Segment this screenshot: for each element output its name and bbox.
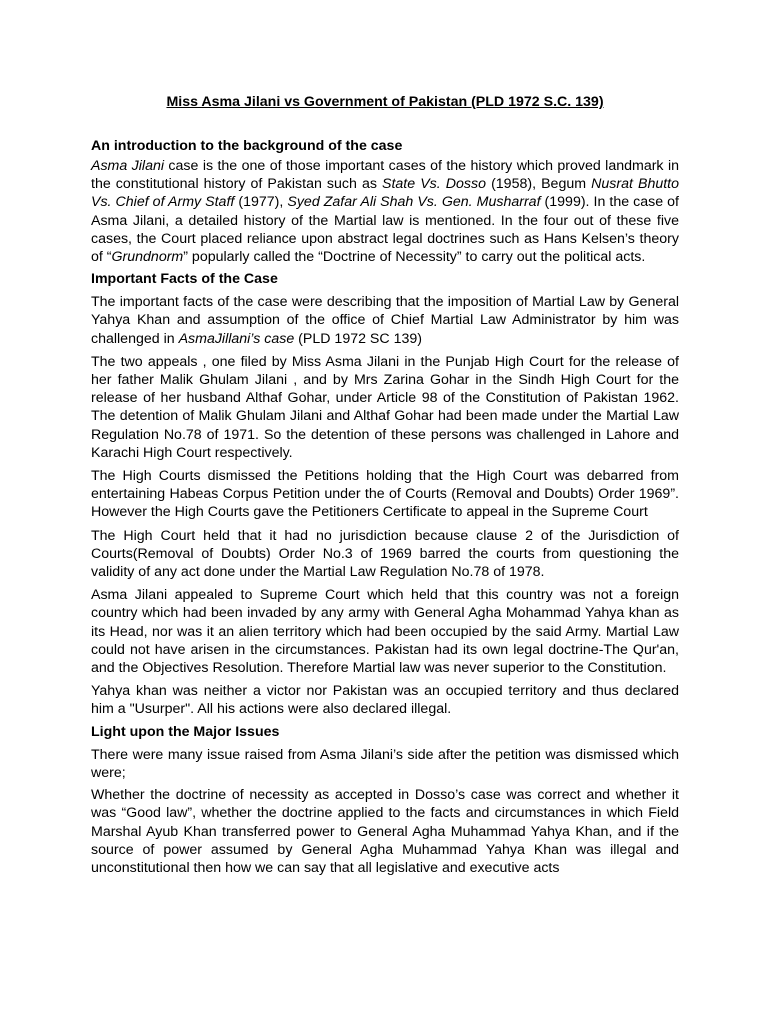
paragraph-facts-3: The High Courts dismissed the Petitions holding that the High Court was debarred from entertaining Habeas Corpus Petition under the of Courts (Removal and Doubts) Order 1969”. However the High Courts gave the Petitioners Certificate to appeal in the Supreme Court (91, 468, 679, 521)
italic-text-segment: Grundnorm (111, 249, 184, 266)
italic-text-segment: Nusrat Bhutto Vs. Chief of Army Staff (91, 176, 679, 211)
document-title: Miss Asma Jilani vs Government of Pakistan (PLD 1972 S.C. 139) (166, 94, 604, 110)
section-heading-issues: Light upon the Major Issues (91, 723, 280, 740)
paragraph-issues-2: Whether the doctrine of necessity as accepted in Dosso’s case was correct and whether it was “Good law”, whether the doctrine applied to the facts and circumstances in which Field Marshal Ayub Khan transferred power to General Agha Muhammad Yahya Khan, and if the source of power assumed by General Agha Muhammad Yahya Khan was illegal and unconstitutional then how we can say that all legislative and executive acts (91, 787, 679, 876)
italic-text-segment: Syed Zafar Ali Shah Vs. Gen. Musharraf (287, 194, 541, 211)
paragraph-facts-4: The High Court held that it had no jurisdiction because clause 2 of the Jurisdiction of Courts(Removal of Doubts) Order No.3 of 1969 barred the courts from questioning the validity of any act done under the Martial Law Regulation No.78 of 1978. (91, 527, 679, 581)
paragraph-introduction (91, 157, 679, 266)
text-segment: The important facts of the case were describing that the imposition of Martial Law by General Yahya Khan and assumption of the office of Chief Martial Law Administrator by him was challenged in (91, 294, 679, 347)
paragraph-facts-5: Asma Jilani appealed to Supreme Court which held that this country was not a foreign country which had been invaded by any army with General Agha Mohammad Yahya khan as its Head, nor was it an alien territory which had been occupied by the said Army. Martial Law could not have arisen in the circumstances. Pakistan had its own legal doctrine-The Qur'an, and the Objectives Resolution. Therefore Martial law was never superior to the Constitution. (91, 587, 679, 677)
section-heading-facts: Important Facts of the Case (91, 271, 278, 288)
italic-text-segment: State Vs. Dosso (382, 176, 486, 193)
section-heading-introduction: An introduction to the background of the case (91, 138, 403, 154)
text-segment: (1999). In the case of Asma Jilani, a detailed history of the Martial law is mentioned. In the four out of these five cases, the Court placed reliance upon abstract legal doctrines such as Hans Kelsen’s theory of “ (91, 194, 679, 266)
italic-text-segment: AsmaJillani’s case (178, 330, 295, 347)
document-page (91, 0, 679, 877)
italic-text-segment: Asma Jilani (91, 158, 165, 174)
paragraph-facts-1 (91, 293, 679, 348)
text-segment: ” popularly called the “Doctrine of Necessity” to carry out the political acts. (183, 249, 646, 266)
text-segment: case is the one of those important cases of the history which proved landmark in the constitutional history of Pakistan such as (91, 158, 679, 193)
text-segment: (1958), Begum (486, 176, 592, 193)
paragraph-issues-1: There were many issue raised from Asma Jilani’s side after the petition was dismissed which were; (91, 746, 679, 781)
paragraph-facts-6: Yahya khan was neither a victor nor Pakistan was an occupied territory and thus declared him a "Usurper". All his actions were also declared illegal. (91, 683, 679, 718)
paragraph-facts-2: The two appeals , one filed by Miss Asma Jilani in the Punjab High Court for the release of her father Malik Ghulam Jilani , and by Mrs Zarina Gohar in the Sindh High Court for the release of her husband Althaf Gohar, under Article 98 of the Constitution of Pakistan 1962. The detention of Malik Ghulam Jilani and Althaf Gohar had been made under the Martial Law Regulation No.78 of 1971. So the detention of these persons was challenged in Lahore and Karachi High Court respectively. (91, 353, 679, 461)
text-segment: (PLD 1972 SC 139) (294, 330, 422, 347)
text-segment: (1977), (234, 194, 288, 211)
